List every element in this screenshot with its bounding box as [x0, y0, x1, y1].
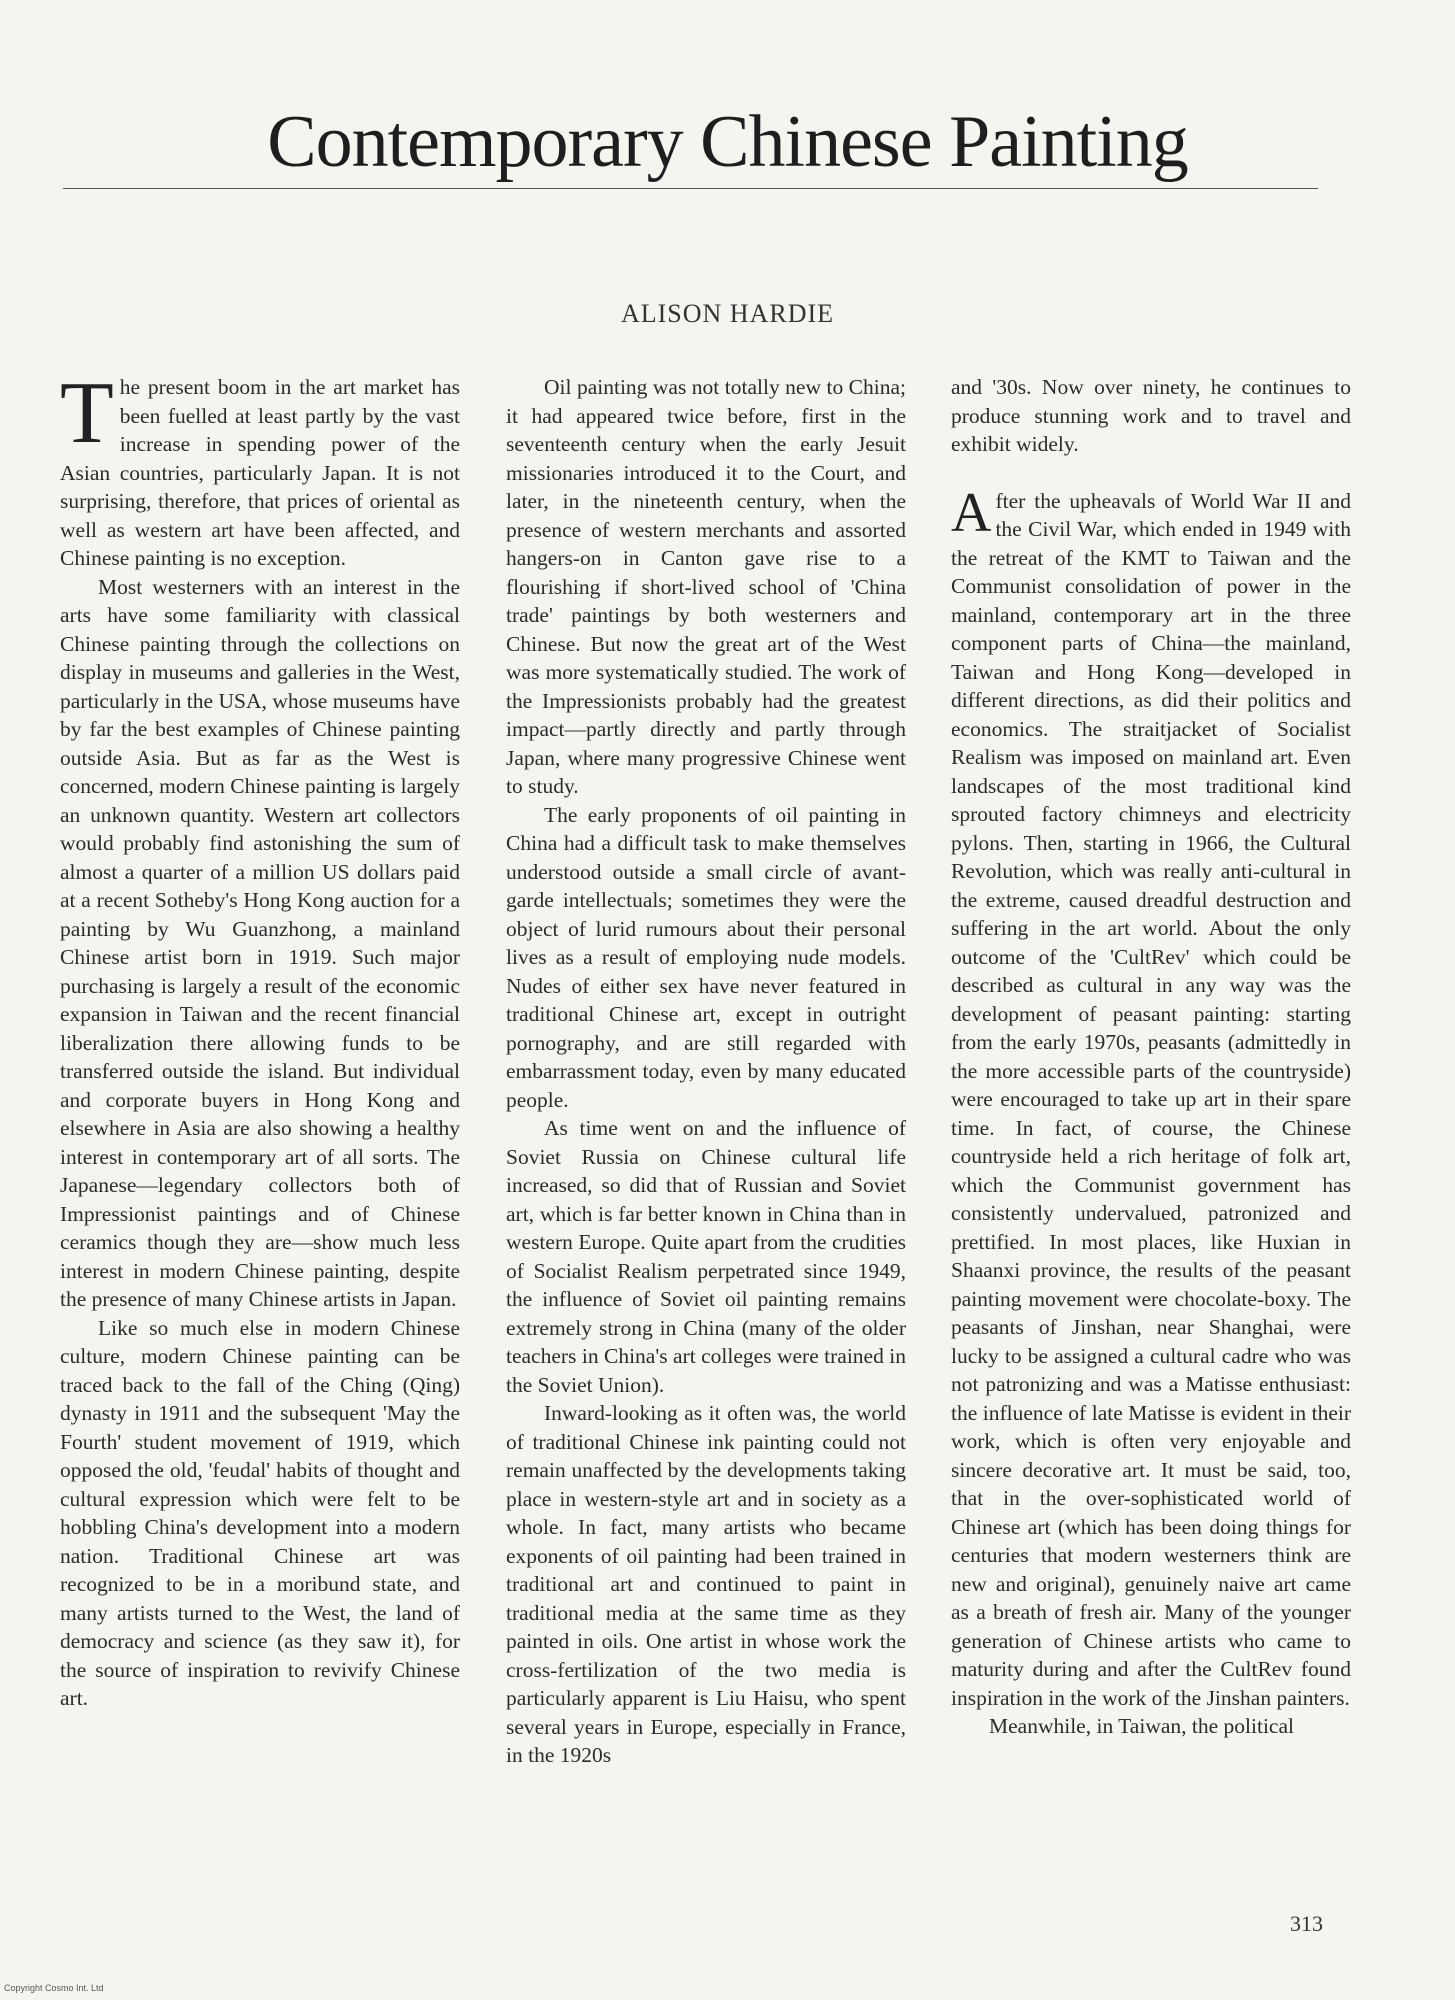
page-number: 313: [1290, 1911, 1323, 1936]
paragraph: As time went on and the influence of Soviet Russia on Chinese cultural life increased, so did that of Russian and Soviet art, which is far better known in China than in western Europe. Quite apart from the crudities of Socialist Realism perpetrated since 1949, the influence of Soviet oil painting remains extremely strong in China (many of the older teachers in China's art colleges were trained in the Soviet Union).: [506, 1116, 906, 1397]
drop-cap: T: [60, 365, 114, 462]
title-rule: [63, 188, 1318, 189]
paragraph: Like so much else in modern Chinese culture, modern Chinese painting can be traced back to the fall of the Ching (Qing) dynasty in 1911 and the subsequent 'May the Fourth' student movement of 1919, which opposed the old, 'feudal' habits of thought and cultural expression which were felt to be hobbling China's development into a modern nation. Traditional Chinese art was recognized to be in a moribund state, and many artists turned to the West, the land of democracy and science (as they saw it), for the source of inspiration to revivify Chinese art.: [60, 1315, 460, 1710]
copyright-notice: Copyright Cosmo Int. Ltd: [4, 1983, 104, 1993]
paragraph: Meanwhile, in Taiwan, the political: [989, 1714, 1294, 1738]
column-3: [951, 373, 1351, 1741]
drop-cap: A: [951, 481, 992, 544]
author-byline: ALISON HARDIE: [620, 299, 835, 328]
column-2: [506, 373, 906, 1770]
paragraph: The early proponents of oil painting in China had a difficult task to make themselves understood outside a small circle of avant-garde intellectuals; sometimes they were the object of lurid rumours about their personal lives as a result of employing nude models. Nudes of either sex have never featured in traditional Chinese art, except in outright pornography, and are still regarded with embarrassment today, even by many educated people.: [506, 802, 906, 1112]
paragraph: After the upheavals of World War II and the Civil War, which ended in 1949 with the retreat of the KMT to Taiwan and the Communist consolidation of power in the mainland, contemporary art in the three component parts of China—the mainland, Taiwan and Hong Kong—developed in different directions, as did their politics and economics. The straitjacket of Socialist Realism was imposed on mainland art. Even landscapes of the most traditional kind sprouted factory chimneys and electricity pylons. Then, starting in 1966, the Cultural Revolution, which was really anti-cultural in the extreme, caused dreadful destruction and suffering in the art world. About the only outcome of the 'CultRev' which could be described as cultural in any way was the development of peasant painting: starting from the early 1970s, peasants (admittedly in the more accessible parts of the countryside) were encouraged to take up art in their spare time. In fact, of course, the Chinese countryside held a rich heritage of folk art, which the Communist government has consistently undervalued, patronized and prettified. In most places, like Huxian in Shaanxi province, the results of the peasant painting movement were chocolate-boxy. The peasants of Jinshan, near Shanghai, were lucky to be assigned a cultural cadre who was not patronizing and was a Matisse enthusiast: the influence of late Matisse is evident in their work, which is often very enjoyable and sincere decorative art. It must be said, too, that in the over-sophisticated world of Chinese art (which has been doing things for centuries that modern westerners think are new and original), genuinely naive art came as a breath of fresh air. Many of the younger generation of Chinese artists who came to maturity during and after the CultRev found inspiration in the work of the Jinshan painters.: [951, 481, 1351, 1710]
paragraph: Most westerners with an interest in the arts have some familiarity with classical Chinese painting through the collections on display in museums and galleries in the West, particularly in the USA, whose museums have by far the best examples of Chinese painting outside Asia. But as far as the West is concerned, modern Chinese painting is largely an unknown quantity. Western art collectors would probably find astonishing the sum of almost a quarter of a million US dollars paid at a recent Sotheby's Hong Kong auction for a painting by Wu Guanzhong, a mainland Chinese artist born in 1919. Such major purchasing is largely a result of the economic expansion in Taiwan and the recent financial liberalization there allowing funds to be transferred outside the island. But individual and corporate buyers in Hong Kong and elsewhere in Asia are also showing a healthy interest in contemporary art of all sorts. The Japanese—legendary collectors both of Impressionist paintings and of Chinese ceramics though they are—show much less interest in modern Chinese painting, despite the presence of many Chinese artists in Japan.: [60, 574, 460, 1311]
paragraph: Oil painting was not totally new to China; it had appeared twice before, first in the seventeenth century when the early Jesuit missionaries introduced it to the Court, and later, in the nineteenth century, when the presence of western merchants and assorted hangers-on in Canton gave rise to a flourishing if short-lived school of 'China trade' paintings by both westerners and Chinese. But now the great art of the West was more systematically studied. The work of the Impressionists probably had the greatest impact—partly directly and partly through Japan, where many progressive Chinese went to study.: [506, 375, 906, 798]
paragraph: Inward-looking as it often was, the world of traditional Chinese ink painting could not remain unaffected by the developments taking place in western-style art and in society as a whole. In fact, many artists who became exponents of oil painting had been trained in traditional art and continued to paint in traditional media at the same time as they painted in oils. One artist in whose work the cross-fertilization of the two media is particularly apparent is Liu Haisu, who spent several years in Europe, especially in France, in the 1920s: [506, 1401, 906, 1767]
paragraph: The present boom in the art market has been fuelled at least partly by the vast increase in spending power of the Asian countries, particularly Japan. It is not surprising, therefore, that prices of oriental as well as western art have been affected, and Chinese painting is no exception.: [60, 365, 460, 570]
column-1: [60, 365, 460, 1713]
paragraph: and '30s. Now over ninety, he continues to produce stunning work and to travel and exhibit widely.: [951, 375, 1351, 456]
article-title: Contemporary Chinese Painting: [267, 101, 1188, 183]
